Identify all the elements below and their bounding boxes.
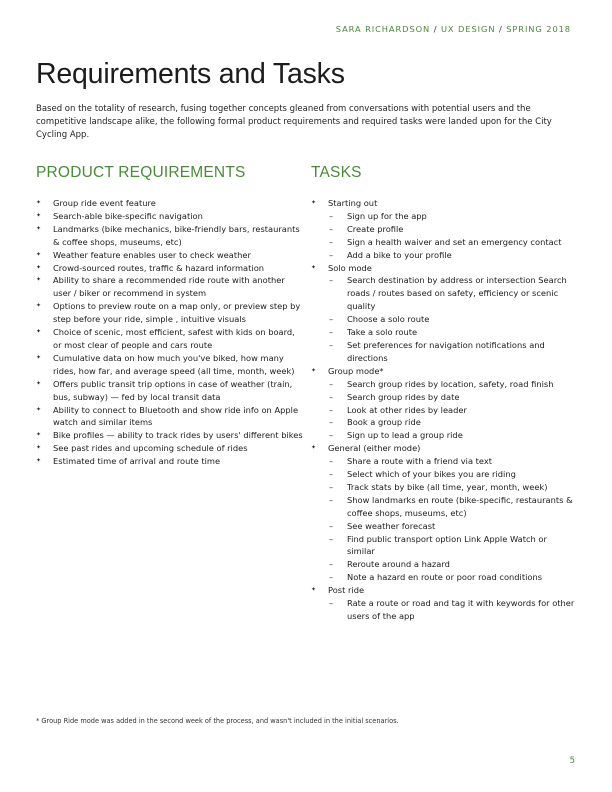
requirement-item: ✦ Crowd-sourced routes, traffic & hazard information (36, 262, 304, 275)
requirement-item: ✦ Bike profiles — ability to track rides by users' different bikes (36, 429, 304, 442)
footnote: * Group Ride mode was added in the second week of the process, and wasn't included in the initial scenarios. (36, 717, 399, 725)
task-item: – Take a solo route (328, 326, 576, 339)
page-number: 5 (569, 756, 575, 766)
header-separator: / (430, 24, 441, 34)
task-item: – Reroute around a hazard (328, 558, 576, 571)
requirements-heading: PRODUCT REQUIREMENTS (36, 164, 246, 181)
task-item: – Search destination by address or intersection Search roads / routes based on safety, efficiency or scenic quality (328, 274, 576, 313)
requirement-item: ✦ Estimated time of arrival and route time (36, 455, 304, 468)
tasks-heading: TASKS (311, 164, 362, 181)
header-course: UX DESIGN (440, 24, 496, 34)
requirement-item: ✦ See past rides and upcoming schedule of rides (36, 442, 304, 455)
header-term: SPRING 2018 (506, 24, 571, 34)
task-group-general (311, 442, 576, 584)
task-group-label: ✦ Group mode* (328, 365, 384, 376)
header-separator: / (495, 24, 507, 34)
task-item: – See weather forecast (328, 520, 576, 533)
requirement-item: ✦ Landmarks (bike mechanics, bike-friendly bars, restaurants & coffee shops, museums, etc) (36, 223, 304, 249)
page-title: Requirements and Tasks (36, 58, 345, 90)
requirement-item: ✦ Offers public transit trip options in case of weather (train, bus, subway) — fed by local transit data (36, 378, 304, 404)
task-sublist (328, 378, 576, 443)
task-item: – Sign up for the app (328, 210, 576, 223)
task-item: – Set preferences for navigation notifications and directions (328, 339, 576, 365)
task-item: – Find public transport option Link Apple Watch or similar (328, 533, 576, 559)
task-group-label: ✦ Post ride (328, 585, 365, 596)
header-author: SARA RICHARDSON (335, 24, 431, 34)
requirements-list (36, 197, 304, 468)
task-item: – Look at other rides by leader (328, 404, 576, 417)
task-group-label: ✦ Solo mode (328, 262, 372, 273)
page-header (336, 24, 571, 34)
task-group-post-ride (311, 584, 576, 623)
task-sublist (328, 274, 576, 364)
task-sublist (328, 597, 576, 623)
task-group-group-mode (311, 365, 576, 442)
tasks-list (311, 197, 576, 623)
task-item: – Sign a health waiver and set an emergency contact (328, 236, 576, 249)
task-sublist (328, 210, 576, 262)
requirement-item: ✦ Group ride event feature (36, 197, 304, 210)
task-item: – Select which of your bikes you are riding (328, 468, 576, 481)
task-item: – Create profile (328, 223, 576, 236)
task-group-label: ✦ General (either mode) (328, 443, 421, 454)
task-item: – Choose a solo route (328, 313, 576, 326)
task-group-starting-out (311, 197, 576, 262)
intro-paragraph: Based on the totality of research, fusing together concepts gleaned from conversations with potential users and the competitive landscape alike, the following formal product requirements and required tasks were landed upon for the City Cycling App. (36, 104, 552, 140)
requirement-item: ✦ Weather feature enables user to check weather (36, 249, 304, 262)
task-group-solo-mode (311, 262, 576, 365)
task-item: – Search group rides by location, safety, road finish (328, 378, 576, 391)
task-item: – Search group rides by date (328, 391, 576, 404)
task-item: – Share a route with a friend via text (328, 455, 576, 468)
requirement-item: ✦ Search-able bike-specific navigation (36, 210, 304, 223)
requirement-item: ✦ Ability to share a recommended ride route with another user / biker or recommend in system (36, 274, 304, 300)
task-item: – Show landmarks en route (bike-specific, restaurants & coffee shops, museums, etc) (328, 494, 576, 520)
task-item: – Sign up to lead a group ride (328, 429, 576, 442)
requirement-item: ✦ Options to preview route on a map only, or preview step by step before your ride, simple , intuitive visuals (36, 300, 304, 326)
task-item: – Add a bike to your profile (328, 249, 576, 262)
task-sublist (328, 455, 576, 584)
requirement-item: ✦ Ability to connect to Bluetooth and show ride info on Apple watch and similar items (36, 404, 304, 430)
requirement-item: ✦ Choice of scenic, most efficient, safest with kids on board, or most clear of people and cars route (36, 326, 304, 352)
task-item: – Rate a route or road and tag it with keywords for other users of the app (328, 597, 576, 623)
task-item: – Track stats by bike (all time, year, month, week) (328, 481, 576, 494)
task-item: – Note a hazard en route or poor road conditions (328, 571, 576, 584)
requirement-item: ✦ Cumulative data on how much you've biked, how many rides, how far, and average speed (all time, month, week) (36, 352, 304, 378)
task-group-label: ✦ Starting out (328, 198, 378, 208)
task-item: – Book a group ride (328, 416, 576, 429)
